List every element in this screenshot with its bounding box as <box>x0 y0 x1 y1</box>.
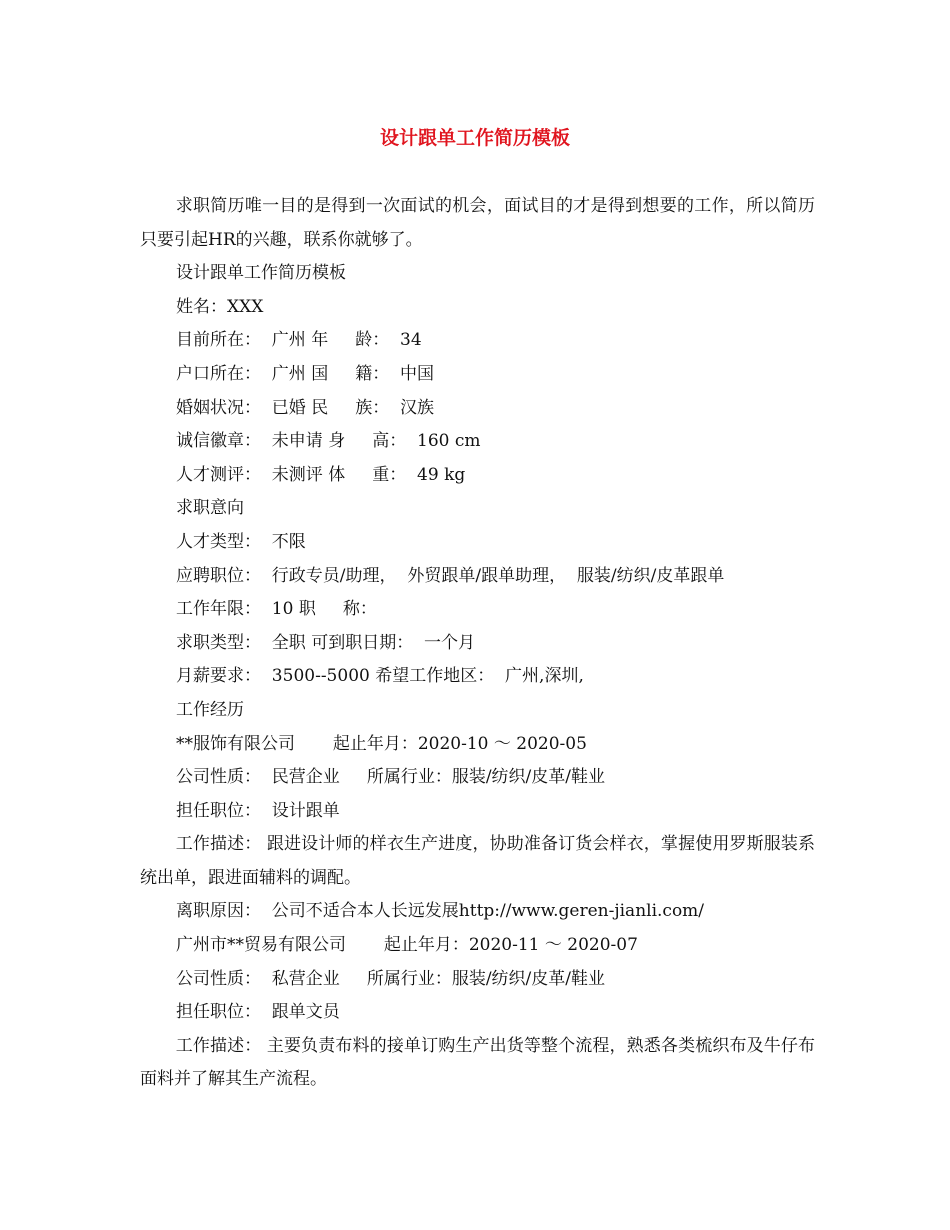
job-1-position-line: 担任职位： 设计跟单 <box>176 800 340 821</box>
job-1-description: 工作描述： 跟进设计师的样衣生产进度，协助准备订货会样衣，掌握使用罗斯服装系统出单，跟进面辅料的调配。 <box>140 834 815 888</box>
years-title-line: 工作年限： 10 职 称： <box>176 599 377 620</box>
talent-weight-line: 人才测评： 未测评 体 重： 49 kg <box>176 464 466 485</box>
credit-height-line: 诚信徽章： 未申请 身 高： 160 cm <box>176 431 481 452</box>
intention-heading: 求职意向 <box>176 498 244 519</box>
talent-type-line: 人才类型： 不限 <box>176 531 306 552</box>
job-1-reason-line: 离职原因： 公司不适合本人长远发展http://www.geren-jianli.com/ <box>176 901 705 922</box>
location-age-line: 目前所在： 广州 年 龄： 34 <box>176 330 422 351</box>
experience-heading: 工作经历 <box>176 699 244 720</box>
resume-subtitle: 设计跟单工作简历模板 <box>176 263 346 284</box>
job-1-nature-line: 公司性质： 民营企业 所属行业：服装/纺织/皮革/鞋业 <box>176 767 606 788</box>
job-type-line: 求职类型： 全职 可到职日期： 一个月 <box>176 632 476 653</box>
name-line: 姓名：XXX <box>176 296 264 317</box>
salary-area-line: 月薪要求： 3500--5000 希望工作地区： 广州,深圳, <box>176 666 584 687</box>
job-2-description: 工作描述： 主要负责布料的接单订购生产出货等整个流程，熟悉各类梳织布及牛仔布面料并了解其生产流程。 <box>140 1035 815 1090</box>
job-2-nature-line: 公司性质： 私营企业 所属行业：服装/纺织/皮革/鞋业 <box>176 968 606 989</box>
job-2-company-line: 广州市**贸易有限公司 起止年月：2020-11 ～ 2020-07 <box>176 935 638 956</box>
job-1-company-line: **服饰有限公司 起止年月：2020-10 ～ 2020-05 <box>176 733 587 754</box>
hukou-nationality-line: 户口所在： 广州 国 籍： 中国 <box>176 363 435 384</box>
document-title: 设计跟单工作简历模板 <box>379 127 570 149</box>
intro-paragraph: 求职简历唯一目的是得到一次面试的机会，面试目的才是得到想要的工作，所以简历只要引起HR的兴趣，联系你就够了。 <box>140 196 815 250</box>
marital-ethnicity-line: 婚姻状况： 已婚 民 族： 汉族 <box>176 397 435 418</box>
positions-line: 应聘职位： 行政专员/助理， 外贸跟单/跟单助理， 服装/纺织/皮革跟单 <box>176 565 725 586</box>
resume-body <box>140 190 815 1097</box>
job-2-position-line: 担任职位： 跟单文员 <box>176 1002 340 1023</box>
